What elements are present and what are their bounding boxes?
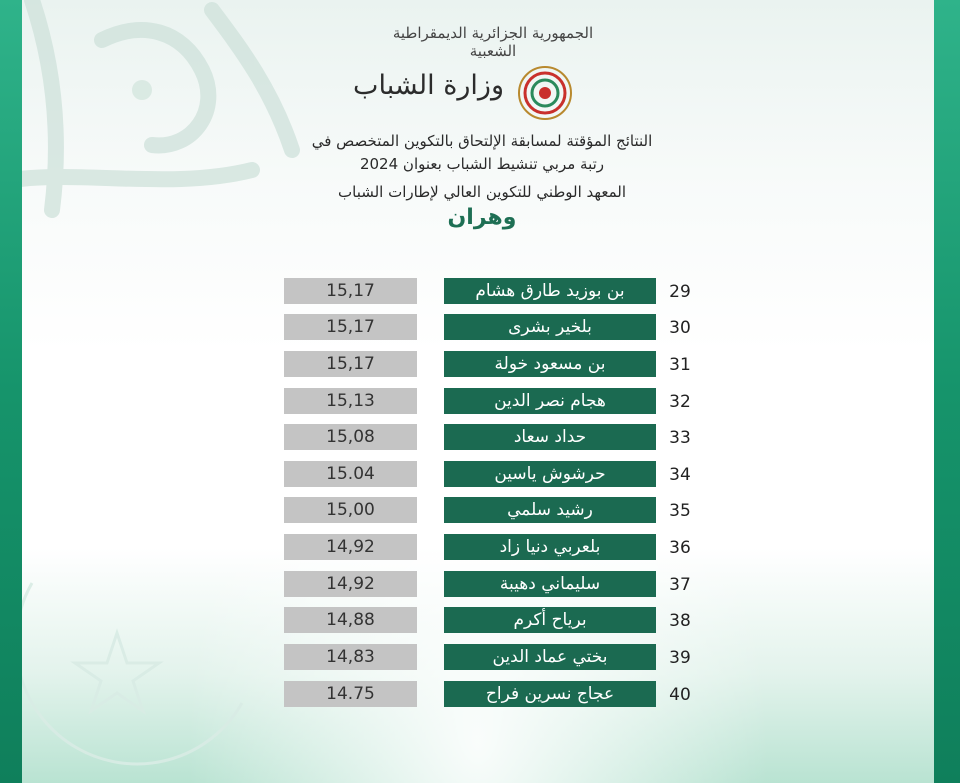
name-cell: بن مسعود خولة (444, 351, 656, 377)
name-cell: حرشوش ياسين (444, 461, 656, 487)
name-cell: سليماني دهيبة (444, 571, 656, 597)
rank-number: 40 (669, 685, 691, 705)
score-cell: 15,08 (284, 424, 417, 450)
name-cell: برياح أكرم (444, 607, 656, 633)
rank-number: 36 (669, 538, 691, 558)
rank-number: 29 (669, 282, 691, 302)
result-row (22, 314, 934, 340)
title-line-1: النتائج المؤقتة لمسابقة الإلتحاق بالتكوين المتخصص في (311, 132, 653, 150)
rank-number: 37 (669, 575, 691, 595)
republic-title: الجمهورية الجزائرية الديمقراطية الشعبية (392, 24, 594, 60)
rank-number: 34 (669, 465, 691, 485)
name-cell: عجاج نسرين فراح (444, 681, 656, 707)
rank-number: 39 (669, 648, 691, 668)
rank-number: 38 (669, 611, 691, 631)
result-row (22, 534, 934, 560)
name-cell: بختي عماد الدين (444, 644, 656, 670)
rank-number: 30 (669, 318, 691, 338)
score-cell: 14,92 (284, 571, 417, 597)
score-cell: 15,17 (284, 351, 417, 377)
ministry-emblem-icon (516, 64, 574, 122)
result-row (22, 351, 934, 377)
score-cell: 14.75 (284, 681, 417, 707)
result-row (22, 681, 934, 707)
score-cell: 15.04 (284, 461, 417, 487)
result-row (22, 497, 934, 523)
result-row (22, 278, 934, 304)
name-cell: بلخير بشرى (444, 314, 656, 340)
name-cell: بلعربي دنيا زاد (444, 534, 656, 560)
document-page (22, 0, 934, 783)
rank-number: 33 (669, 428, 691, 448)
score-cell: 15,17 (284, 314, 417, 340)
result-row (22, 424, 934, 450)
result-row (22, 644, 934, 670)
right-border (934, 0, 960, 783)
city-title: وهران (447, 205, 517, 230)
result-row (22, 461, 934, 487)
title-line-2: رتبة مربي تنشيط الشباب بعنوان 2024 (359, 155, 605, 173)
score-cell: 15,17 (284, 278, 417, 304)
rank-number: 35 (669, 501, 691, 521)
left-border (0, 0, 22, 783)
name-cell: هجام نصر الدين (444, 388, 656, 414)
score-cell: 14,88 (284, 607, 417, 633)
rank-number: 32 (669, 392, 691, 412)
result-row (22, 571, 934, 597)
result-row (22, 388, 934, 414)
ministry-logo (353, 60, 586, 126)
score-cell: 14,92 (284, 534, 417, 560)
name-cell: رشيد سلمي (444, 497, 656, 523)
score-cell: 15,00 (284, 497, 417, 523)
name-cell: بن بوزيد طارق هشام (444, 278, 656, 304)
score-cell: 14,83 (284, 644, 417, 670)
name-cell: حداد سعاد (444, 424, 656, 450)
title-line-3: المعهد الوطني للتكوين العالي لإطارات الشباب (338, 183, 626, 201)
result-row (22, 607, 934, 633)
ministry-name: وزارة الشباب (353, 70, 504, 101)
calligraphy-watermark-top (22, 0, 322, 240)
score-cell: 15,13 (284, 388, 417, 414)
rank-number: 31 (669, 355, 691, 375)
